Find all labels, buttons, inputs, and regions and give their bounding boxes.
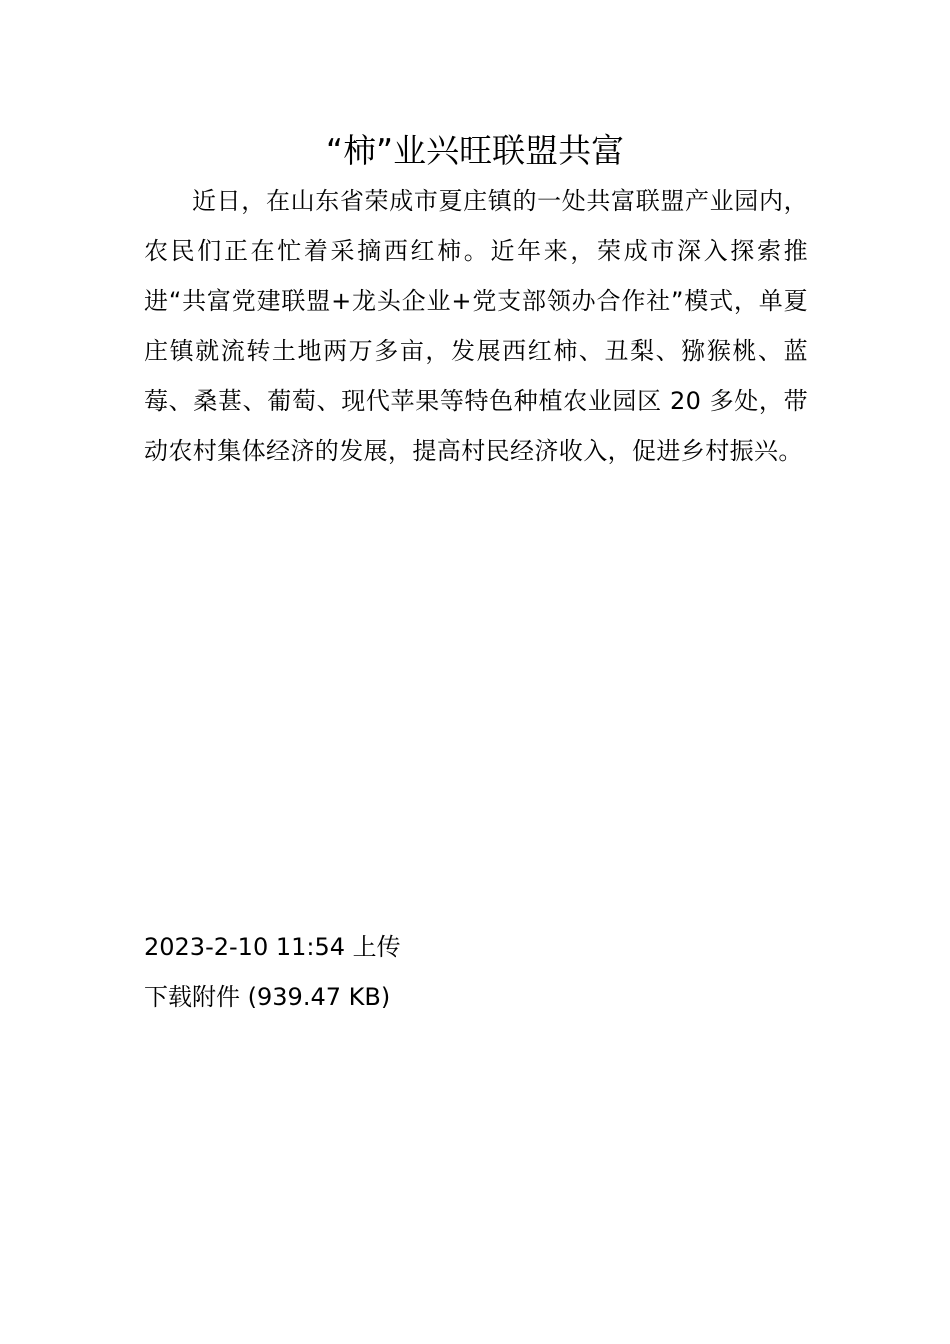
upload-info xyxy=(144,922,808,972)
download-attachment-link[interactable]: 下载附件 xyxy=(144,983,240,1011)
attachment-info xyxy=(144,972,808,1022)
article-title: “柿”业兴旺联盟共富 xyxy=(325,131,625,170)
upload-label: 上传 xyxy=(352,933,401,961)
attachment-size: (939.47 KB) xyxy=(247,983,391,1011)
article-body: 近日，在山东省荣成市夏庄镇的一处共富联盟产业园内，农民们正在忙着采摘西红柿。近年来，荣成市深入探索推进“共富党建联盟+龙头企业+党支部领办合作社”模式，单夏庄镇就流转土地两万多亩，发展西红柿、丑梨、猕猴桃、蓝莓、桑葚、葡萄、现代苹果等特色种植农业园区 20 多处，带动农村集体经济的发展，提高村民经济收入，促进乡村振兴。 xyxy=(144,187,808,465)
upload-time: 2023-2-10 11:54 xyxy=(144,933,345,961)
